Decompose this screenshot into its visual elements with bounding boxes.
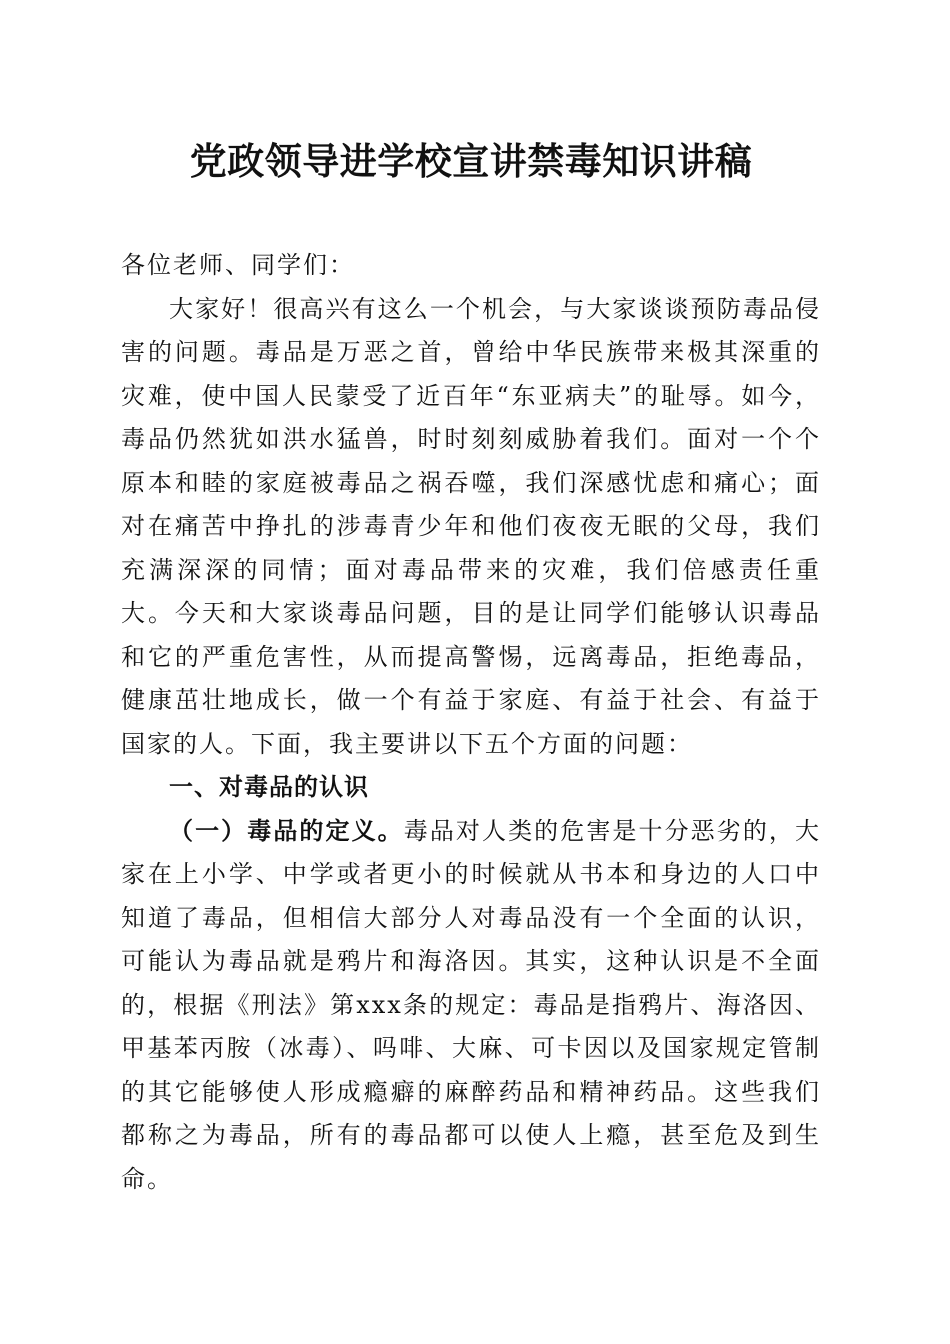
section-heading-1: 一、对毒品的认识 [169, 773, 369, 801]
subsection-paragraph-1 [121, 810, 821, 1202]
subsection-text-1: 毒品对人类的危害是十分恶劣的，大家在上小学、中学或者更小的时候就从书本和身边的人口中知道了毒品，但相信大部分人对毒品没有一个全面的认识，可能认为毒品就是鸦片和海洛因。其实，这种认识是不全面的，根据《刑法》第xxx条的规定：毒品是指鸦片、海洛因、甲基苯丙胺（冰毒）、吗啡、大麻、可卡因以及国家规定管制的其它能够使人形成瘾癖的麻醉药品和精神药品。这些我们都称之为毒品，所有的毒品都可以使人上瘾，甚至危及到生命。 [121, 816, 821, 1193]
document-body [121, 244, 821, 1201]
document-title: 党政领导进学校宣讲禁毒知识讲稿 [189, 139, 753, 183]
subsection-heading-1: （一）毒品的定义。 [169, 816, 404, 845]
intro-paragraph: 大家好！很高兴有这么一个机会，与大家谈谈预防毒品侵害的问题。毒品是万恶之首，曾给中华民族带来极其深重的灾难，使中国人民蒙受了近百年“东亚病夫”的耻辱。如今，毒品仍然犹如洪水猛兽，时时刻刻威胁着我们。面对一个个原本和睦的家庭被毒品之祸吞噬，我们深感忧虑和痛心；面对在痛苦中挣扎的涉毒青少年和他们夜夜无眠的父母，我们充满深深的同情；面对毒品带来的灾难，我们倍感责任重大。今天和大家谈毒品问题，目的是让同学们能够认识毒品和它的严重危害性，从而提高警惕，远离毒品，拒绝毒品，健康茁壮地成长，做一个有益于家庭、有益于社会、有益于国家的人。下面，我主要讲以下五个方面的问题： [121, 294, 821, 758]
salutation: 各位老师、同学们： [121, 251, 355, 279]
